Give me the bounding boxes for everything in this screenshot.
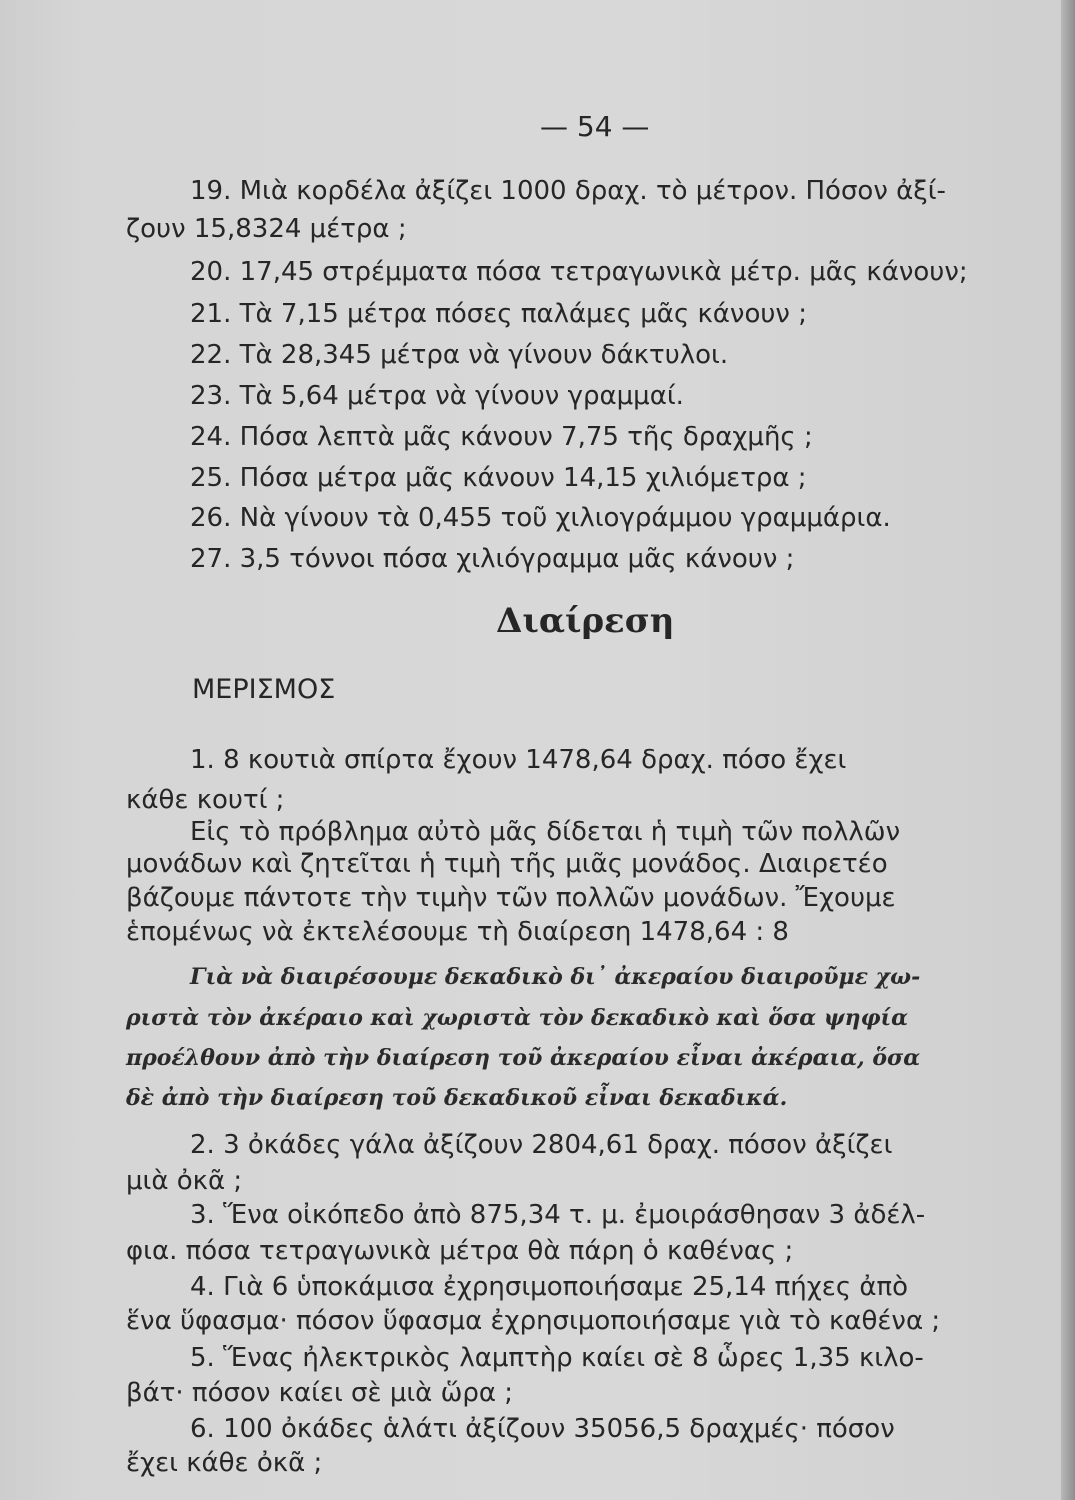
exercise-line: ἕνα ὕφασμα· πόσον ὕφασμα ἐχρησιμοποιήσαμε γιὰ τὸ καθένα ;: [126, 1306, 941, 1336]
example-line: 1. 8 κουτιὰ σπίρτα ἔχουν 1478,64 δραχ. πόσο ἔχει: [190, 745, 847, 775]
exercise-line: ἔχει κάθε ὀκᾶ ;: [126, 1448, 323, 1478]
subsection-title: ΜΕΡΙΣΜΟΣ: [192, 674, 336, 705]
exercise-line: 20. 17,45 στρέμματα πόσα τετραγωνικὰ μέτρ. μᾶς κάνουν;: [190, 257, 968, 287]
exercise-line: 25. Πόσα μέτρα μᾶς κάνουν 14,15 χιλιόμετρα ;: [190, 463, 807, 493]
exercise-line: 5. Ἕνας ἠλεκτρικὸς λαμπτὴρ καίει σὲ 8 ὧρες 1,35 κιλο-: [190, 1343, 924, 1373]
page-number: — 54 —: [540, 110, 650, 143]
rule-line: Γιὰ νὰ διαιρέσουμε δεκαδικὸ δι᾽ ἀκεραίου διαιροῦμε χω-: [190, 964, 921, 990]
example-line: μονάδων καὶ ζητεῖται ἡ τιμὴ τῆς μιᾶς μονάδος. Διαιρετέο: [126, 849, 888, 879]
exercise-line: 19. Μιὰ κορδέλα ἀξίζει 1000 δραχ. τὸ μέτρον. Πόσον ἀξί-: [190, 176, 946, 206]
exercise-line: 2. 3 ὀκάδες γάλα ἀξίζουν 2804,61 δραχ. πόσον ἀξίζει: [190, 1130, 893, 1160]
section-title: Διαίρεση: [496, 601, 675, 641]
exercise-line: μιὰ ὀκᾶ ;: [126, 1166, 243, 1196]
rule-line: ριστὰ τὸν ἀκέραιο καὶ χωριστὰ τὸν δεκαδικὸ καὶ ὅσα ψηφία: [126, 1005, 909, 1031]
exercise-line: 24. Πόσα λεπτὰ μᾶς κάνουν 7,75 τῆς δραχμῆς ;: [190, 422, 813, 452]
exercise-line: 21. Τὰ 7,15 μέτρα πόσες παλάμες μᾶς κάνουν ;: [190, 299, 807, 329]
exercise-line: 3. Ἕνα οἰκόπεδο ἀπὸ 875,34 τ. μ. ἐμοιράσθησαν 3 ἀδέλ-: [190, 1200, 926, 1230]
example-line: Εἰς τὸ πρόβλημα αὐτὸ μᾶς δίδεται ἡ τιμὴ τῶν πολλῶν: [190, 817, 901, 847]
exercise-line: 22. Τὰ 28,345 μέτρα νὰ γίνουν δάκτυλοι.: [190, 340, 729, 370]
exercise-line: βάτ· πόσον καίει σὲ μιὰ ὥρα ;: [126, 1378, 514, 1408]
exercise-line: 6. 100 ὀκάδες ἁλάτι ἀξίζουν 35056,5 δραχμές· πόσον: [190, 1414, 895, 1444]
exercise-line: 26. Νὰ γίνουν τὰ 0,455 τοῦ χιλιογράμμου γραμμάρια.: [190, 503, 891, 533]
exercise-line: 4. Γιὰ 6 ὑποκάμισα ἐχρησιμοποιήσαμε 25,14 πήχες ἀπὸ: [190, 1272, 909, 1302]
page-binding-edge: [1061, 0, 1075, 1500]
exercise-line: 27. 3,5 τόννοι πόσα χιλιόγραμμα μᾶς κάνουν ;: [190, 544, 795, 574]
exercise-line: φια. πόσα τετραγωνικὰ μέτρα θὰ πάρη ὁ καθένας ;: [126, 1236, 794, 1266]
exercise-line: 23. Τὰ 5,64 μέτρα νὰ γίνουν γραμμαί.: [190, 381, 684, 411]
example-line: βάζουμε πάντοτε τὴν τιμὴν τῶν πολλῶν μονάδων. Ἔχουμε: [126, 883, 896, 913]
rule-line: προέλθουν ἀπὸ τὴν διαίρεση τοῦ ἀκεραίου εἶναι ἀκέραια, ὅσα: [126, 1045, 921, 1071]
example-line: κάθε κουτί ;: [126, 785, 285, 815]
rule-line: δὲ ἀπὸ τὴν διαίρεση τοῦ δεκαδικοῦ εἶναι δεκαδικά.: [126, 1085, 788, 1111]
example-line: ἑπομένως νὰ ἐκτελέσουμε τὴ διαίρεση 1478,64 : 8: [126, 917, 789, 947]
exercise-line: ζουν 15,8324 μέτρα ;: [126, 214, 407, 244]
